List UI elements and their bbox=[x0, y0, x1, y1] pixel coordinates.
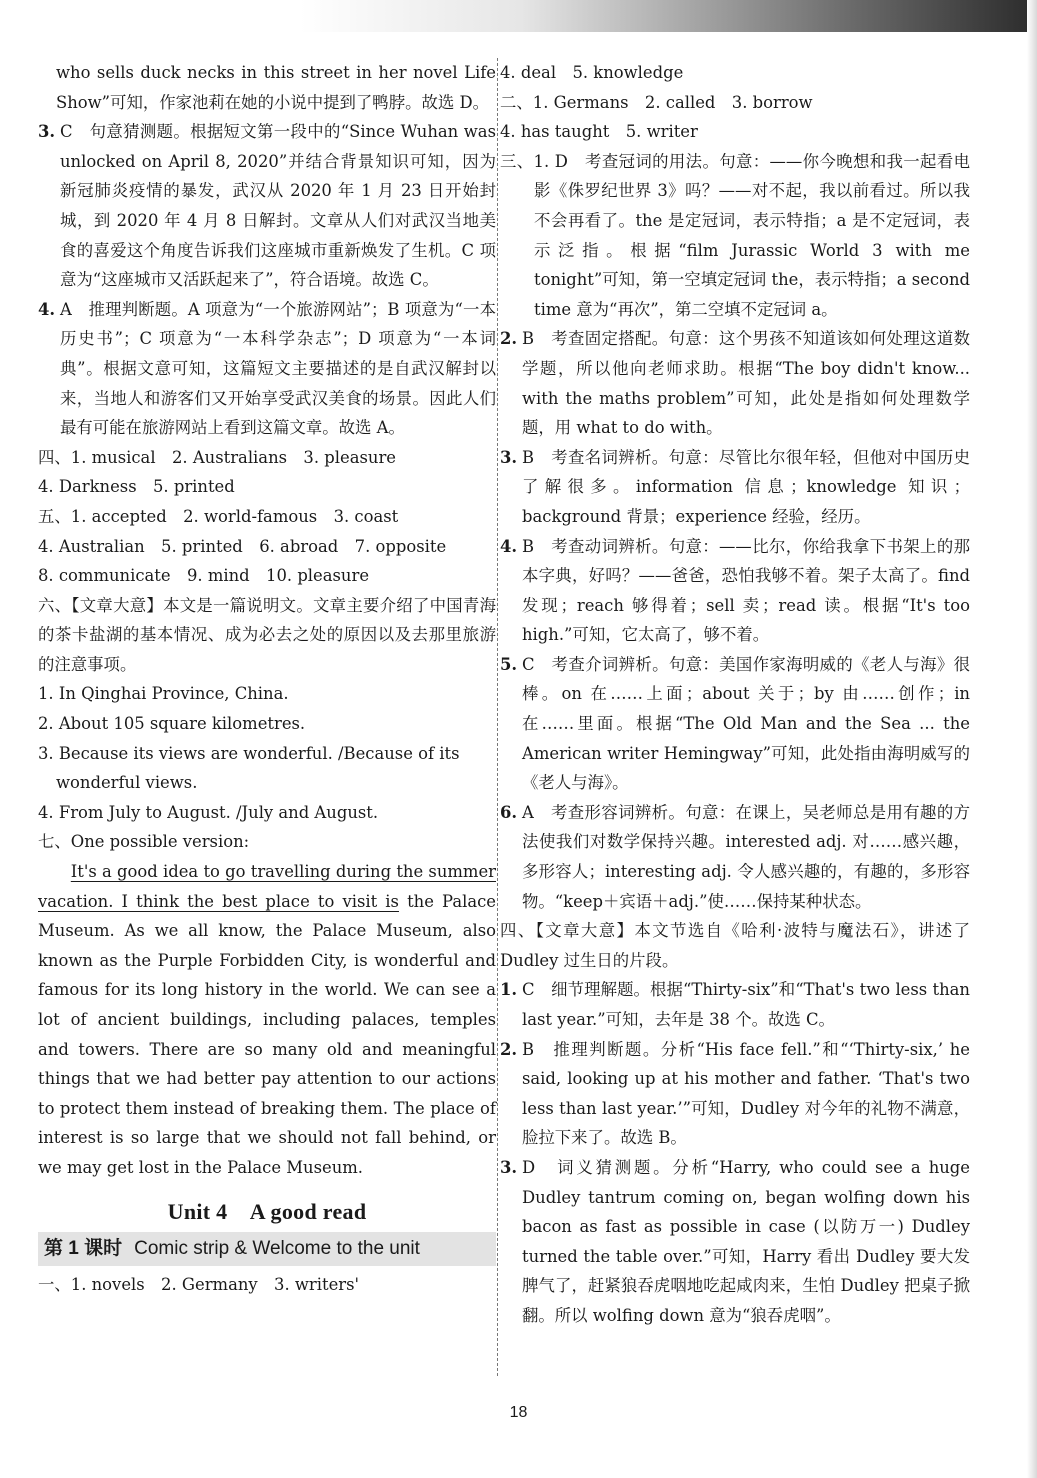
section-6-answer-4: 4. From July to August. /July and August. bbox=[38, 802, 379, 822]
section-3-answer-1: 三、1. D 考查冠词的用法。句意：——你今晚想和我一起看电影《侏罗纪世界 3》吗？——对不起，我以前看过。所以我不会再看了。the 是定冠词，表示特指；a 是不定冠词，表示泛指。根据“film Jurassic World 3 with me tonight”可知，第一空填定冠词 the，表示特指；a second time 意为“再次”，第二空填不定冠词 a。 bbox=[500, 151, 970, 319]
model-essay bbox=[38, 857, 496, 1183]
section-6-answer-2: 2. About 105 square kilometres. bbox=[38, 714, 306, 734]
section-3-answer-4: 4. B 考查动词辨析。句意：——比尔，你给我拿下书架上的那本字典，好吗？——爸爸，恐怕我够不着。架子太高了。find 发现；reach 够得着；sell 卖；read 读。根据“It's too high.”可知，它太高了，够不着。 bbox=[500, 536, 970, 645]
section-3-answer-6: 6. A 考查形容词辨析。句意：在课上，吴老师总是用有趣的方法使我们对数学保持兴趣。interested adj. 对……感兴趣，多形容人；interesting adj. 令人感兴趣的，有趣的，多形容物。“keep＋宾语＋adj.”使……保持某种状态。 bbox=[500, 802, 970, 911]
section-4-line-1: 四、1. musical 2. Australians 3. pleasure bbox=[38, 447, 396, 467]
section-5-line-3: 8. communicate 9. mind 10. pleasure bbox=[38, 566, 370, 586]
unit-title: Unit 4 A good read bbox=[167, 1198, 367, 1224]
lesson-title: Comic strip & Welcome to the unit bbox=[134, 1238, 420, 1260]
right-line-3: 4. has taught 5. writer bbox=[500, 122, 698, 142]
section-3-answer-5: 5. C 考查介词辨析。句意：美国作家海明威的《老人与海》很棒。on 在……上面；about 关于；by 由……创作；in 在……里面。根据“The Old Man and the Sea ... the American writer Hemingway”可知，此处指由海明威写的《老人与海》。 bbox=[500, 654, 970, 793]
section-5-line-2: 4. Australian 5. printed 6. abroad 7. opposite bbox=[38, 536, 447, 556]
essay-underlined-opening: It's a good idea to go travelling during the summer vacation. I think the best place to visit is bbox=[38, 862, 496, 911]
section-6-summary: 六、【文章大意】本文是一篇说明文。文章主要介绍了中国青海的茶卡盐湖的基本情况、成为必去之处的原因以及去那里旅游的注意事项。 bbox=[38, 595, 496, 674]
section-6-answer-1: 1. In Qinghai Province, China. bbox=[38, 684, 289, 704]
section-5-line-1: 五、1. accepted 2. world-famous 3. coast bbox=[38, 506, 399, 526]
section-1-line: 一、1. novels 2. Germany 3. writers' bbox=[38, 1274, 360, 1294]
continued-answer: who sells duck necks in this street in her novel Life Show”可知，作家池莉在她的小说中提到了鸭脖。故选 D。 bbox=[56, 63, 496, 112]
section-4-answer-3: 3. D 词义猜测题。分析“Harry, who could see a huge Dudley tantrum coming on, began wolfing down his bacon as fast as possible in case (以防万一) Dudley turned the table over.”可知，Harry 看出 Dudley 要大发脾气了，赶紧狼吞虎咽地吃起咸肉来，生怕 Dudley 把桌子掀翻。所以 wolfing down 意为“狼吞虎咽”。 bbox=[500, 1157, 970, 1325]
section-6-answer-3: 3. Because its views are wonderful. /Because of its wonderful views. bbox=[38, 743, 460, 793]
lesson-label: 第 1 课时 bbox=[44, 1238, 123, 1260]
scan-right-shadow bbox=[1027, 0, 1037, 1478]
page-number: 18 bbox=[509, 1404, 528, 1421]
right-column bbox=[500, 58, 970, 1331]
section-4-answer-1: 1. C 细节理解题。根据“Thirty-six”和“That's two less than last year.”可知，去年是 38 个。故选 C。 bbox=[500, 980, 970, 1029]
section-7-heading: 七、One possible version: bbox=[38, 832, 250, 852]
section-4-line-2: 4. Darkness 5. printed bbox=[38, 477, 235, 497]
column-divider bbox=[497, 58, 498, 1376]
right-line-2: 二、1. Germans 2. called 3. borrow bbox=[500, 92, 813, 112]
section-4-summary: 四、【文章大意】本文节选自《哈利·波特与魔法石》，讲述了 Dudley 过生日的片段。 bbox=[500, 921, 970, 970]
section-3-answer-2: 2. B 考查固定搭配。句意：这个男孩不知道该如何处理这道数学题，所以他向老师求助。根据“The boy didn't know... with the maths problem”可知，此处是指如何处理数学题，用 what to do with。 bbox=[500, 329, 970, 438]
answer-3: 3. C 句意猜测题。根据短文第一段中的“Since Wuhan was unlocked on April 8, 2020”并结合背景知识可知，因为新冠肺炎疫情的暴发，武汉从 2020 年 1 月 23 日开始封城，到 2020 年 4 月 8 日解封。文章从人们对武汉当地美食的喜爱这个角度告诉我们这座城市重新焕发了生机。C 项意为“这座城市又活跃起来了”，符合语境。故选 C。 bbox=[38, 122, 496, 290]
scan-top-shadow bbox=[300, 0, 1037, 32]
section-3-answer-3: 3. B 考查名词辨析。句意：尽管比尔很年轻，但他对中国历史了解很多。information 信息；knowledge 知识；background 背景；experience 经验，经历。 bbox=[500, 447, 970, 526]
answer-4: 4. A 推理判断题。A 项意为“一个旅游网站”；B 项意为“一本历史书”；C 项意为“一本科学杂志”；D 项意为“一本词典”。根据文意可知，这篇短文主要描述的是自武汉解封以来，当地人和游客们又开始享受武汉美食的场景。因此人们最有可能在旅游网站上看到这篇文章。故选 A。 bbox=[38, 299, 496, 438]
lesson-banner bbox=[38, 1232, 496, 1266]
right-line-1: 4. deal 5. knowledge bbox=[500, 63, 684, 82]
left-column bbox=[38, 58, 496, 1299]
section-4-answer-2: 2. B 推理判断题。分析“His face fell.”和“‘Thirty-six,’ he said, looking up at his mother and father. ‘That's two less than last year.’”可知，Dudley 对今年的礼物不满意，脸拉下来了。故选 B。 bbox=[500, 1039, 970, 1148]
essay-body: the Palace Museum. As we all know, the Palace Museum, also known as the Purple Forbidden City, is wonderful and famous for its long history in the world. We can see a lot of ancient buildings, including palaces, temples and towers. There are so many old and meaningful things that we had better pay attention to our actions to protect them instead of breaking them. The place of interest is so large that we should not fall behind, or we may get lost in the Palace Museum. bbox=[38, 891, 496, 1177]
